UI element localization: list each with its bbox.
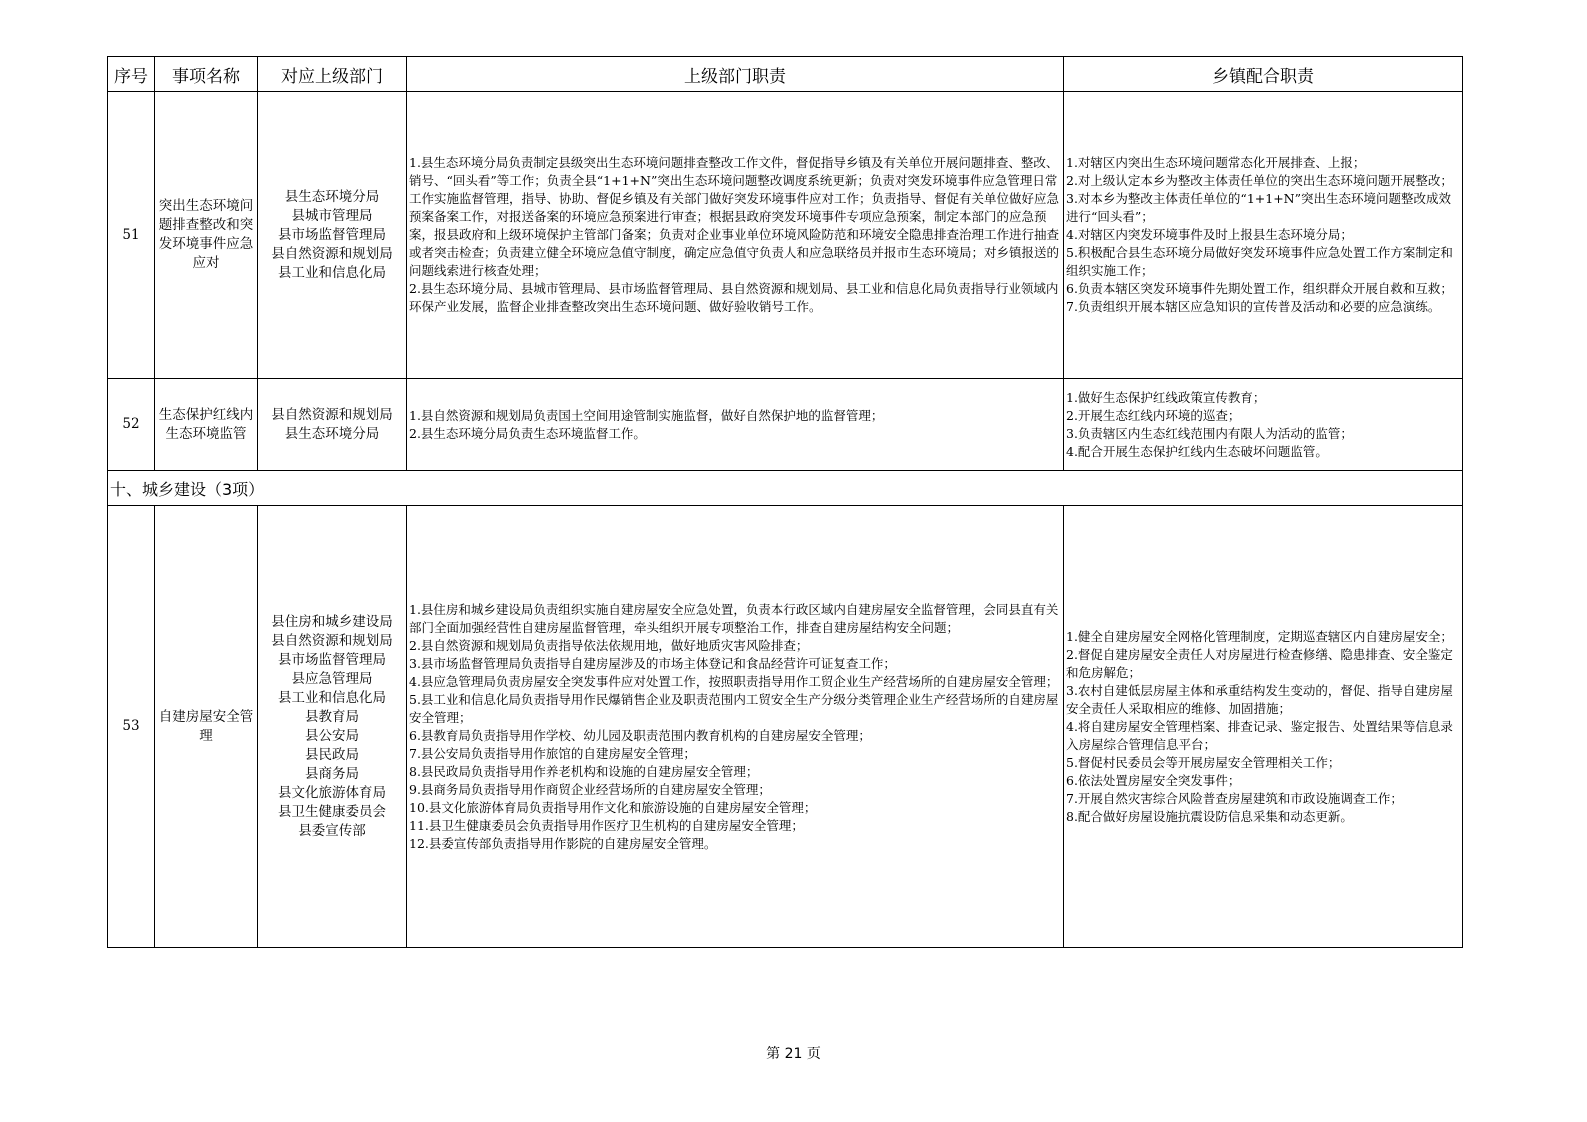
dept-line: 县自然资源和规划局 [271,406,393,423]
dept-line: 县民政局 [305,746,359,763]
duty-table [107,56,1463,948]
town-line: 4.对辖区内突发环境事件及时上报县生态环境分局； [1066,227,1353,242]
duty-line: 9.县商务局负责指导用作商贸企业经营场所的自建房屋安全管理； [409,781,771,797]
town-line: 7.开展自然灾害综合风险普查房屋建筑和市政设施调查工作； [1066,790,1403,806]
dept-line: 县文化旅游体育局 [278,784,386,801]
row-duties [407,92,1064,379]
dept-line: 县自然资源和规划局 [271,245,393,262]
town-line: 3.农村自建低层房屋主体和承重结构发生变动的，督促、指导自建房屋安全责任人采取相应的维修、加固措施； [1066,682,1453,716]
table-row [108,92,1463,379]
row-depts [258,92,407,379]
dept-line: 县住房和城乡建设局 [271,613,393,630]
duty-line: 5.县工业和信息化局负责指导用作民爆销售企业及职责范围内工贸安全生产分级分类管理企业生产经营场所的自建房屋安全管理； [409,691,1059,725]
row-duties [407,506,1064,948]
header-name: 事项名称 [155,57,258,92]
header-num: 序号 [108,57,155,92]
row-name: 生态保护红线内生态环境监管 [155,379,258,471]
duty-line: 2.县生态环境分局、县城市管理局、县市场监督管理局、县自然资源和规划局、县工业和信息化局负责指导行业领域内环保产业发展，监督企业排查整改突出生态环境问题、做好验收销号工作。 [409,281,1059,314]
header-town: 乡镇配合职责 [1064,57,1463,92]
row-num: 51 [108,92,155,379]
row-depts [258,506,407,948]
dept-line: 县自然资源和规划局 [271,632,393,649]
row-duties [407,379,1064,471]
duty-line: 1.县住房和城乡建设局负责组织实施自建房屋安全应急处置，负责本行政区域内自建房屋安全监督管理，会同县直有关部门全面加强经营性自建房屋监督管理，牵头组织开展专项整治工作，排查自建房屋结构安全问题； [409,601,1059,635]
town-line: 1.做好生态保护红线政策宣传教育； [1066,389,1266,405]
dept-line: 县城市管理局 [291,207,373,224]
town-line: 8.配合做好房屋设施抗震设防信息采集和动态更新。 [1066,808,1353,824]
duty-line: 12.县委宣传部负责指导用作影院的自建房屋安全管理。 [409,835,717,851]
town-line: 6.负责本辖区突发环境事件先期处置工作，组织群众开展自救和互救； [1066,281,1453,296]
row-num: 53 [108,506,155,948]
town-line: 3.对本乡为整改主体责任单位的“1+1+N”突出生态环境问题整改成效进行“回头看”； [1066,191,1451,224]
duty-line: 1.县生态环境分局负责制定县级突出生态环境问题排查整改工作文件，督促指导乡镇及有关单位开展问题排查、整改、销号、“回头看”等工作；负责全县“1+1+N”突出生态环境问题整改调度系统更新；负责对突发环境事件应急管理日常工作实施监督管理，指导、协助、督促乡镇及有关部门做好突发环境事件应对工作；负责指导、督促有关单位做好应急预案备案工作，对报送备案的环境应急预案进行审查；根据县政府突发环境事件专项应急预案，制定本部门的应急预案，报县政府和上级环境保护主管部门备案；负责对企业事业单位环境风险防范和环境安全隐患排查治理工作进行抽查或者突击检查；负责建立健全环境应急值守制度，确定应急值守负责人和应急联络员并报市生态环境局；对乡镇报送的问题线索进行核查处理； [409,155,1060,278]
dept-line: 县工业和信息化局 [278,264,386,281]
duty-line: 2.县自然资源和规划局负责指导依法依规用地，做好地质灾害风险排查； [409,637,809,653]
dept-line: 县市场监督管理局 [278,651,386,668]
dept-line: 县生态环境分局 [284,188,380,205]
dept-line: 县教育局 [305,708,359,725]
duty-line: 4.县应急管理局负责房屋安全突发事件应对处置工作，按照职责指导用作工贸企业生产经营场所的自建房屋安全管理； [409,673,1059,689]
town-line: 3.负责辖区内生态红线范围内有限人为活动的监管； [1066,425,1353,441]
town-line: 5.积极配合县生态环境分局做好突发环境事件应急处置工作方案制定和组织实施工作； [1066,245,1453,278]
row-town-duties [1064,379,1463,471]
dept-line: 县工业和信息化局 [278,689,386,706]
row-name: 自建房屋安全管理 [155,506,258,948]
dept-line: 县生态环境分局 [284,425,380,442]
section-title: 十、城乡建设（3项） [108,471,1463,506]
duty-line: 7.县公安局负责指导用作旅馆的自建房屋安全管理； [409,745,696,761]
header-dept: 对应上级部门 [258,57,407,92]
town-line: 2.对上级认定本乡为整改主体责任单位的突出生态环境问题开展整改； [1066,173,1453,188]
town-line: 2.开展生态红线内环境的巡查； [1066,407,1241,423]
duty-line: 6.县教育局负责指导用作学校、幼儿园及职责范围内教育机构的自建房屋安全管理； [409,727,871,743]
dept-line: 县委宣传部 [298,822,366,839]
town-line: 4.将自建房屋安全管理档案、排查记录、鉴定报告、处置结果等信息录入房屋综合管理信息平台； [1066,718,1453,752]
town-line: 6.依法处置房屋安全突发事件； [1066,772,1241,788]
table-row [108,506,1463,948]
duty-line: 3.县市场监督管理局负责指导自建房屋涉及的市场主体登记和食品经营许可证复查工作； [409,655,896,671]
town-line: 1.健全自建房屋安全网格化管理制度，定期巡查辖区内自建房屋安全； [1066,628,1453,644]
town-line: 2.督促自建房屋安全责任人对房屋进行检查修缮、隐患排查、安全鉴定和危房解危； [1066,646,1453,680]
dept-line: 县卫生健康委员会 [278,803,386,820]
section-row [108,471,1463,506]
dept-line: 县市场监督管理局 [278,226,386,243]
header-duty: 上级部门职责 [407,57,1064,92]
row-num: 52 [108,379,155,471]
duty-line: 1.县自然资源和规划局负责国土空间用途管制实施监督，做好自然保护地的监督管理； [409,407,884,423]
duty-line: 11.县卫生健康委员会负责指导用作医疗卫生机构的自建房屋安全管理； [409,817,804,833]
row-depts [258,379,407,471]
row-town-duties [1064,506,1463,948]
row-name: 突出生态环境问题排查整改和突发环境事件应急应对 [155,92,258,379]
table-row [108,379,1463,471]
dept-line: 县应急管理局 [291,670,373,687]
dept-line: 县公安局 [305,727,359,744]
header-row [108,57,1463,92]
duty-line: 8.县民政局负责指导用作养老机构和设施的自建房屋安全管理； [409,763,759,779]
row-town-duties [1064,92,1463,379]
duty-line: 2.县生态环境分局负责生态环境监督工作。 [409,425,646,441]
page-number: 第 21 页 [766,1046,821,1062]
duty-line: 10.县文化旅游体育局负责指导用作文化和旅游设施的自建房屋安全管理； [409,799,817,815]
town-line: 5.督促村民委员会等开展房屋安全管理相关工作； [1066,754,1341,770]
town-line: 7.负责组织开展本辖区应急知识的宣传普及活动和必要的应急演练。 [1066,299,1441,314]
town-line: 4.配合开展生态保护红线内生态破坏问题监管。 [1066,443,1328,459]
town-line: 1.对辖区内突出生态环境问题常态化开展排查、上报； [1066,155,1366,170]
dept-line: 县商务局 [305,765,359,782]
